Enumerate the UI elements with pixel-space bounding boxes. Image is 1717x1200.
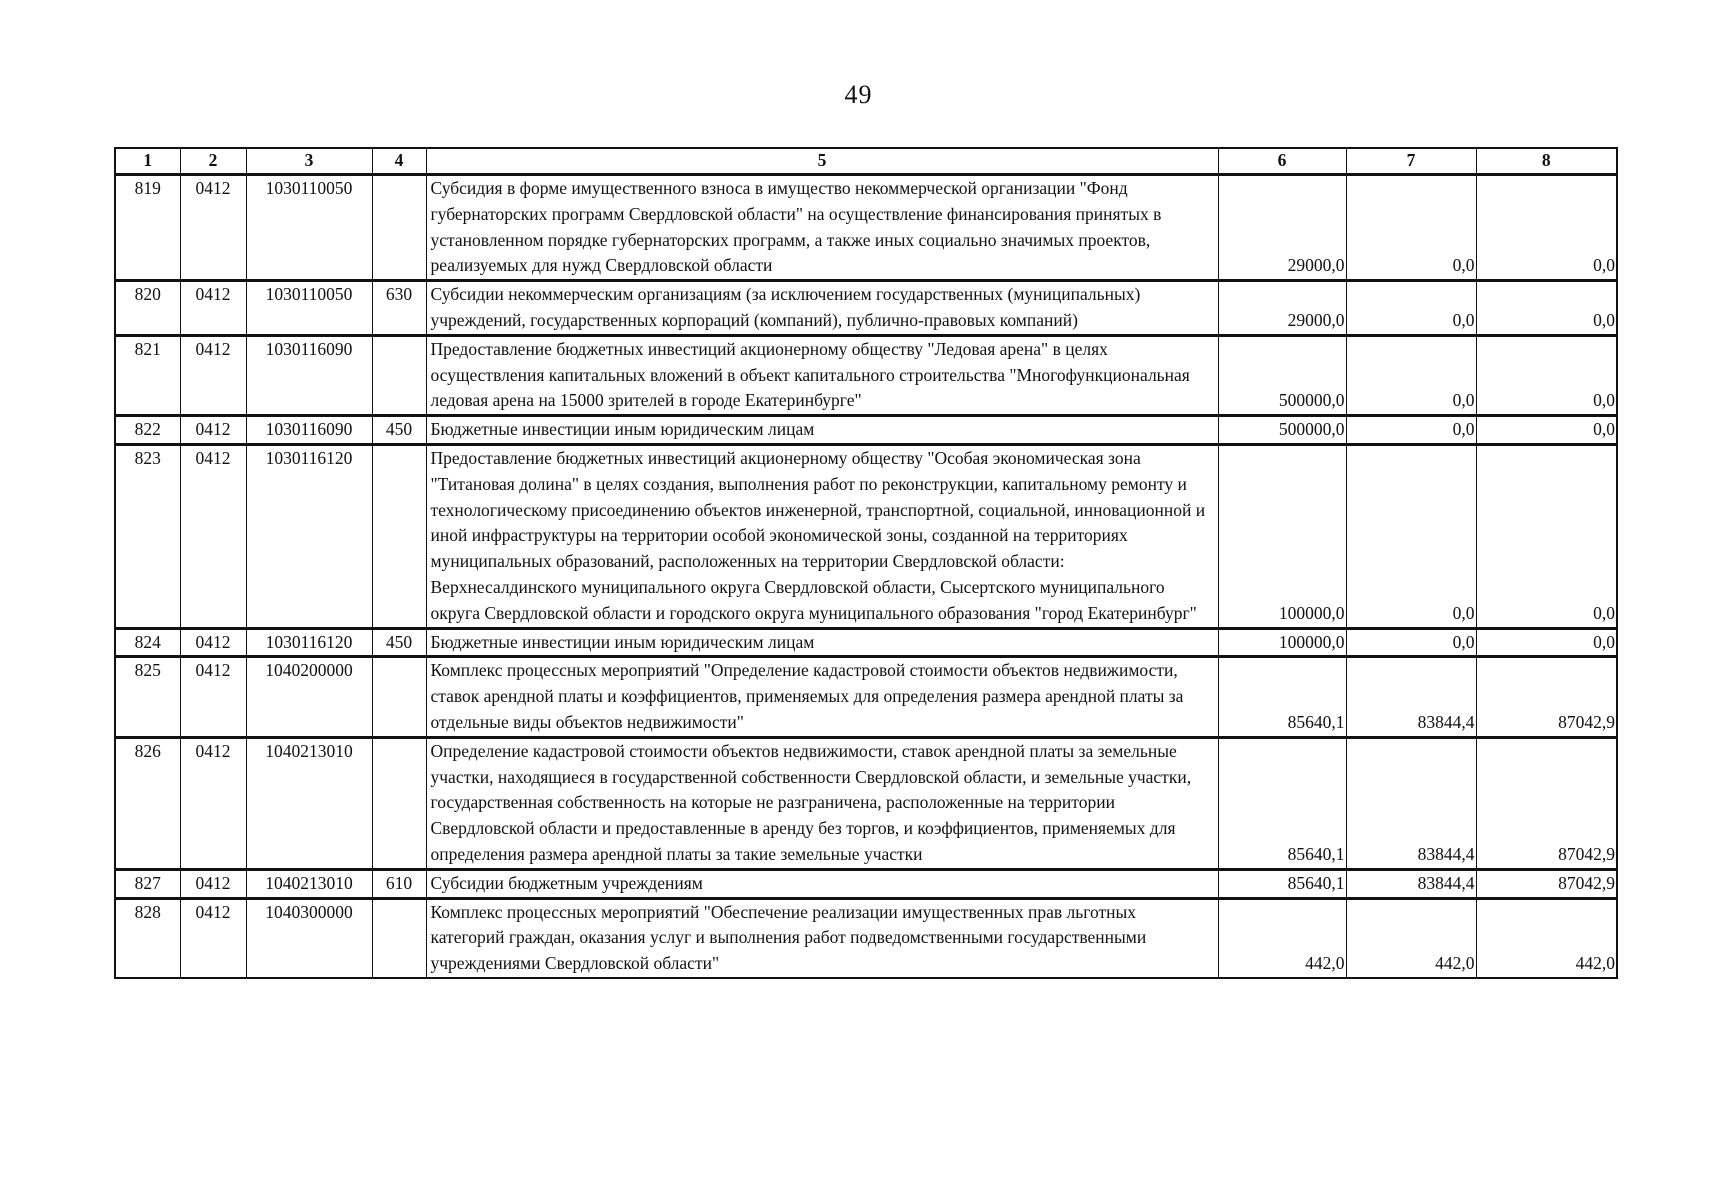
header-col-6: 6: [1218, 148, 1346, 175]
row-description: Определение кадастровой стоимости объектов недвижимости, ставок арендной платы за земельные участки, находящиеся в государственной собственности Свердловской области, и земельные участки, государственная собственность на которые не разграничена, расположенные на территории Свердловской области и предоставленные в аренду без торгов, и коэффициентов, применяемых для определения размера арендной платы за такие земельные участки: [426, 737, 1218, 869]
section-code: 0412: [180, 869, 246, 898]
row-number: 819: [115, 175, 180, 281]
page-number: 49: [844, 80, 873, 109]
row-description: Субсидии некоммерческим организациям (за исключением государственных (муниципальных) учреждений, государственных корпораций (компаний), публично-правовых компаний): [426, 281, 1218, 336]
row-description: Бюджетные инвестиции иным юридическим лицам: [426, 628, 1218, 657]
amount-col-7: 0,0: [1346, 628, 1476, 657]
header-col-8: 8: [1476, 148, 1617, 175]
amount-col-7: 0,0: [1346, 335, 1476, 415]
target-code: 1030116090: [246, 335, 372, 415]
expense-kind-code: [372, 444, 426, 628]
amount-col-6: 442,0: [1218, 898, 1346, 978]
section-code: 0412: [180, 737, 246, 869]
expense-kind-code: [372, 175, 426, 281]
amount-col-8: 0,0: [1476, 335, 1617, 415]
target-code: 1040213010: [246, 737, 372, 869]
row-number: 826: [115, 737, 180, 869]
header-col-4: 4: [372, 148, 426, 175]
section-code: 0412: [180, 281, 246, 336]
section-code: 0412: [180, 628, 246, 657]
row-description: Предоставление бюджетных инвестиций акционерному обществу "Ледовая арена" в целях осуществления капитальных вложений в объект капитального строительства "Многофункциональная ледовая арена на 15000 зрителей в городе Екатеринбурге": [426, 335, 1218, 415]
header-col-1: 1: [115, 148, 180, 175]
table-row: [115, 444, 1617, 628]
amount-col-8: 0,0: [1476, 416, 1617, 445]
section-code: 0412: [180, 416, 246, 445]
header-col-7: 7: [1346, 148, 1476, 175]
amount-col-7: 0,0: [1346, 444, 1476, 628]
row-number: 822: [115, 416, 180, 445]
amount-col-7: 0,0: [1346, 175, 1476, 281]
expense-kind-code: 630: [372, 281, 426, 336]
amount-col-8: 87042,9: [1476, 737, 1617, 869]
amount-col-8: 87042,9: [1476, 869, 1617, 898]
header-row: [115, 148, 1617, 175]
section-code: 0412: [180, 898, 246, 978]
row-number: 828: [115, 898, 180, 978]
amount-col-8: 0,0: [1476, 628, 1617, 657]
amount-col-7: 0,0: [1346, 281, 1476, 336]
expense-kind-code: 450: [372, 628, 426, 657]
amount-col-8: 442,0: [1476, 898, 1617, 978]
row-number: 821: [115, 335, 180, 415]
row-number: 824: [115, 628, 180, 657]
target-code: 1030110050: [246, 175, 372, 281]
table-row: [115, 281, 1617, 336]
amount-col-8: 0,0: [1476, 281, 1617, 336]
expense-kind-code: [372, 657, 426, 737]
row-number: 820: [115, 281, 180, 336]
amount-col-6: 29000,0: [1218, 281, 1346, 336]
row-description: Бюджетные инвестиции иным юридическим лицам: [426, 416, 1218, 445]
section-code: 0412: [180, 657, 246, 737]
amount-col-6: 85640,1: [1218, 657, 1346, 737]
expense-kind-code: 610: [372, 869, 426, 898]
amount-col-6: 85640,1: [1218, 737, 1346, 869]
budget-table: [114, 147, 1618, 979]
amount-col-8: 0,0: [1476, 444, 1617, 628]
row-description: Комплекс процессных мероприятий "Определение кадастровой стоимости объектов недвижимости, ставок арендной платы и коэффициентов, применяемых для определения размера арендной платы за отдельные виды объектов недвижимости": [426, 657, 1218, 737]
target-code: 1030116120: [246, 444, 372, 628]
amount-col-7: 83844,4: [1346, 657, 1476, 737]
amount-col-8: 0,0: [1476, 175, 1617, 281]
table-row: [115, 869, 1617, 898]
expense-kind-code: [372, 335, 426, 415]
amount-col-7: 442,0: [1346, 898, 1476, 978]
amount-col-6: 500000,0: [1218, 335, 1346, 415]
target-code: 1030110050: [246, 281, 372, 336]
amount-col-7: 83844,4: [1346, 737, 1476, 869]
expense-kind-code: [372, 737, 426, 869]
section-code: 0412: [180, 175, 246, 281]
target-code: 1030116120: [246, 628, 372, 657]
target-code: 1040200000: [246, 657, 372, 737]
row-number: 827: [115, 869, 180, 898]
row-description: Субсидия в форме имущественного взноса в имущество некоммерческой организации "Фонд губернаторских программ Свердловской области" на осуществление финансирования принятых в установленном порядке губернаторских программ, а также иных социально значимых проектов, реализуемых для нужд Свердловской области: [426, 175, 1218, 281]
row-number: 823: [115, 444, 180, 628]
amount-col-8: 87042,9: [1476, 657, 1617, 737]
table-row: [115, 628, 1617, 657]
amount-col-6: 29000,0: [1218, 175, 1346, 281]
table-row: [115, 416, 1617, 445]
amount-col-6: 500000,0: [1218, 416, 1346, 445]
table-row: [115, 175, 1617, 281]
header-col-3: 3: [246, 148, 372, 175]
table-row: [115, 898, 1617, 978]
section-code: 0412: [180, 335, 246, 415]
table-row: [115, 335, 1617, 415]
amount-col-6: 100000,0: [1218, 444, 1346, 628]
amount-col-7: 0,0: [1346, 416, 1476, 445]
header-col-5: 5: [426, 148, 1218, 175]
row-description: Субсидии бюджетным учреждениям: [426, 869, 1218, 898]
table-row: [115, 737, 1617, 869]
amount-col-7: 83844,4: [1346, 869, 1476, 898]
amount-col-6: 85640,1: [1218, 869, 1346, 898]
row-description: Предоставление бюджетных инвестиций акционерному обществу "Особая экономическая зона "Титановая долина" в целях создания, выполнения работ по реконструкции, капитальному ремонту и технологическому присоединению объектов инженерной, транспортной, социальной, инновационной и иной инфраструктуры на территории особой экономической зоны, созданной на территориях муниципальных образований, расположенных на территории Свердловской области: Верхнесалдинского муниципального округа Свердловской области, Сысертского муниципального округа Свердловской области и городского округа муниципального образования "город Екатеринбург": [426, 444, 1218, 628]
row-description: Комплекс процессных мероприятий "Обеспечение реализации имущественных прав льготных категорий граждан, оказания услуг и выполнения работ подведомственными государственными учреждениями Свердловской области": [426, 898, 1218, 978]
target-code: 1040300000: [246, 898, 372, 978]
row-number: 825: [115, 657, 180, 737]
expense-kind-code: 450: [372, 416, 426, 445]
target-code: 1030116090: [246, 416, 372, 445]
header-col-2: 2: [180, 148, 246, 175]
table-row: [115, 657, 1617, 737]
section-code: 0412: [180, 444, 246, 628]
amount-col-6: 100000,0: [1218, 628, 1346, 657]
target-code: 1040213010: [246, 869, 372, 898]
expense-kind-code: [372, 898, 426, 978]
